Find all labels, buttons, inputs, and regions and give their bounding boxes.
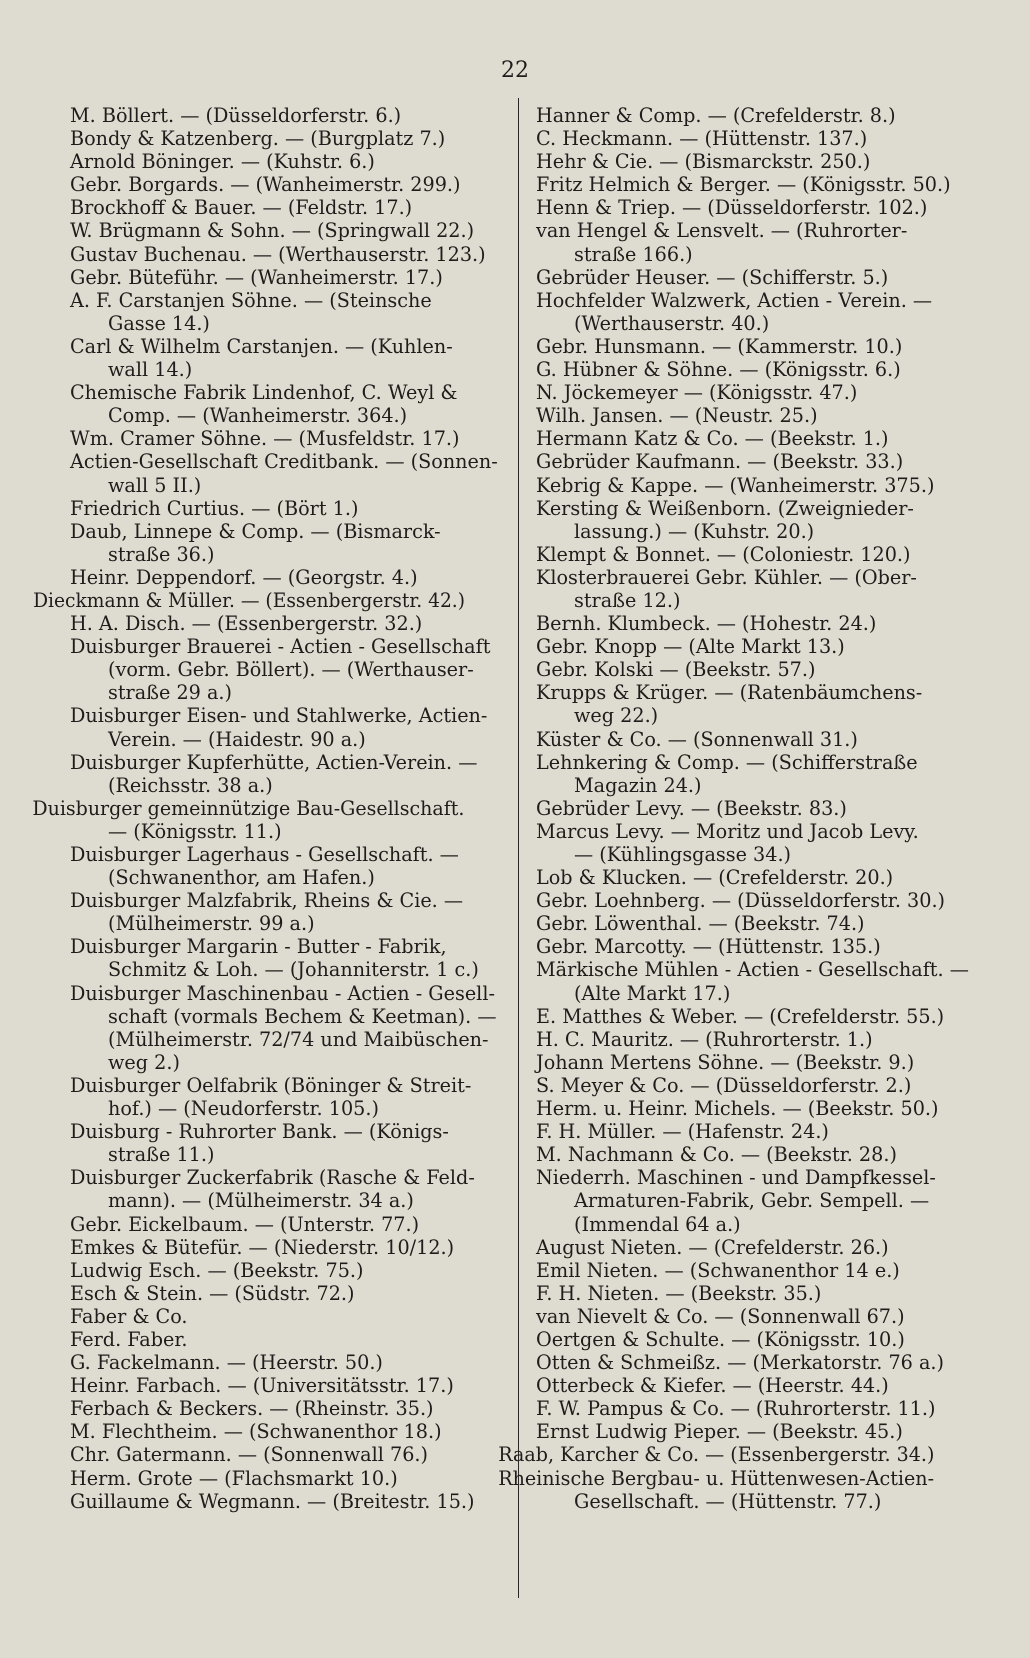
entry-line: Herm. u. Heinr. Michels. — (Beekstr. 50.) bbox=[536, 1097, 939, 1121]
entry-line: wall 5 II.) bbox=[108, 473, 202, 497]
entry-line: H. C. Mauritz. — (Ruhrorterstr. 1.) bbox=[536, 1027, 873, 1051]
entry-line: Otterbeck & Kiefer. — (Heerstr. 44.) bbox=[536, 1374, 889, 1398]
directory-entry bbox=[70, 1397, 502, 1420]
entry-line: S. Meyer & Co. — (Düsseldorferstr. 2.) bbox=[536, 1073, 912, 1097]
directory-entry bbox=[536, 289, 972, 335]
directory-entry bbox=[536, 1420, 972, 1443]
entry-line: van Nievelt & Co. — (Sonnenwall 67.) bbox=[536, 1304, 905, 1328]
entry-line: August Nieten. — (Crefelderstr. 26.) bbox=[536, 1235, 889, 1259]
entry-line: C. Heckmann. — (Hüttenstr. 137.) bbox=[536, 127, 868, 151]
directory-entry bbox=[70, 173, 502, 196]
entry-line: Duisburger Margarin - Butter - Fabrik, bbox=[70, 935, 447, 959]
directory-entry bbox=[536, 1120, 972, 1143]
entry-line: W. Brügmann & Sohn. — (Springwall 22.) bbox=[70, 219, 475, 243]
entry-line: (Mülheimerstr. 99 a.) bbox=[108, 912, 315, 936]
entry-line: (Werthauserstr. 40.) bbox=[574, 311, 770, 335]
entry-line: van Hengel & Lensvelt. — (Ruhrorter- bbox=[536, 219, 908, 243]
entry-line: Armaturen-Fabrik, Gebr. Sempell. — bbox=[574, 1189, 930, 1213]
directory-entry bbox=[536, 358, 972, 381]
directory-entry bbox=[536, 1328, 972, 1351]
directory-entry bbox=[70, 127, 502, 150]
right-column bbox=[498, 104, 972, 1513]
left-column bbox=[32, 104, 502, 1513]
directory-entry bbox=[536, 1166, 972, 1235]
entry-line: straße 12.) bbox=[574, 588, 681, 612]
directory-entry bbox=[70, 1305, 502, 1328]
entry-line: Gustav Buchenau. — (Werthauserstr. 123.) bbox=[70, 242, 486, 266]
entry-line: Verein. — (Haidestr. 90 a.) bbox=[108, 727, 366, 751]
entry-line: Gebrüder Heuser. — (Schifferstr. 5.) bbox=[536, 265, 889, 289]
entry-line: Gebr. Marcotty. — (Hüttenstr. 135.) bbox=[536, 935, 881, 959]
directory-entry bbox=[70, 427, 502, 450]
directory-entry bbox=[536, 427, 972, 450]
entry-line: Hermann Katz & Co. — (Beekstr. 1.) bbox=[536, 427, 889, 451]
entry-line: straße 36.) bbox=[108, 542, 215, 566]
directory-entry bbox=[70, 289, 502, 335]
entry-line: Friedrich Curtius. — (Bört 1.) bbox=[70, 496, 359, 520]
directory-entry bbox=[536, 1236, 972, 1259]
directory-entry bbox=[536, 866, 972, 889]
directory-entry bbox=[70, 1374, 502, 1397]
column-divider bbox=[518, 98, 519, 1598]
entry-line: Gebrüder Levy. — (Beekstr. 83.) bbox=[536, 796, 847, 820]
entry-line: lassung.) — (Kuhstr. 20.) bbox=[574, 519, 815, 543]
directory-entry bbox=[70, 266, 502, 289]
directory-entry bbox=[536, 1397, 972, 1420]
entry-line: (Reichsstr. 38 a.) bbox=[108, 773, 273, 797]
entry-line: Krupps & Krüger. — (Ratenbäumchens- bbox=[536, 681, 923, 705]
directory-entry bbox=[536, 335, 972, 358]
directory-entry bbox=[70, 566, 502, 589]
directory-entry bbox=[70, 497, 502, 520]
entry-line: (Alte Markt 17.) bbox=[574, 981, 731, 1005]
entry-line: Marcus Levy. — Moritz und Jacob Levy. bbox=[536, 819, 919, 843]
directory-entry bbox=[70, 335, 502, 381]
entry-line: Raab, Karcher & Co. — (Essenbergerstr. 34.) bbox=[498, 1443, 935, 1467]
entry-line: Ferd. Faber. bbox=[70, 1327, 188, 1351]
directory-entry bbox=[70, 843, 502, 889]
directory-entry bbox=[536, 404, 972, 427]
entry-line: Heinr. Farbach. — (Universitätsstr. 17.) bbox=[70, 1374, 454, 1398]
entry-line: Bondy & Katzenberg. — (Burgplatz 7.) bbox=[70, 127, 446, 151]
entry-line: Ernst Ludwig Pieper. — (Beekstr. 45.) bbox=[536, 1420, 903, 1444]
entry-line: Niederrh. Maschinen - und Dampfkessel- bbox=[536, 1166, 936, 1190]
entry-line: Duisburger Kupferhütte, Actien-Verein. — bbox=[70, 750, 478, 774]
entry-line: Gebr. Kolski — (Beekstr. 57.) bbox=[536, 658, 816, 682]
entry-line: mann). — (Mülheimerstr. 34 a.) bbox=[108, 1189, 414, 1213]
entry-line: Duisburger Malzfabrik, Rheins & Cie. — bbox=[70, 889, 464, 913]
directory-entry bbox=[536, 889, 972, 912]
directory-entry bbox=[536, 1051, 972, 1074]
directory-entry bbox=[536, 173, 972, 196]
directory-entry bbox=[70, 520, 502, 566]
directory-entry bbox=[70, 704, 502, 750]
entry-line: Magazin 24.) bbox=[574, 773, 702, 797]
directory-entry bbox=[536, 681, 972, 727]
entry-line: schaft (vormals Bechem & Keetman). — bbox=[108, 1004, 497, 1028]
entry-line: G. Hübner & Söhne. — (Königsstr. 6.) bbox=[536, 358, 901, 382]
directory-entry bbox=[70, 635, 502, 704]
directory-entry bbox=[70, 612, 502, 635]
directory-entry bbox=[536, 474, 972, 497]
directory-entry bbox=[536, 150, 972, 173]
entry-line: Gesellschaft. — (Hüttenstr. 77.) bbox=[574, 1489, 882, 1513]
entry-line: G. Fackelmann. — (Heerstr. 50.) bbox=[70, 1351, 383, 1375]
entry-line: Gebr. Eickelbaum. — (Unterstr. 77.) bbox=[70, 1212, 420, 1236]
directory-entry bbox=[536, 728, 972, 751]
directory-entry bbox=[70, 150, 502, 173]
directory-entry bbox=[536, 381, 972, 404]
entry-line: Klosterbrauerei Gebr. Kühler. — (Ober- bbox=[536, 565, 917, 589]
directory-entry bbox=[536, 797, 972, 820]
page-number: 22 bbox=[501, 58, 529, 83]
directory-entry bbox=[70, 889, 502, 935]
entry-line: Carl & Wilhelm Carstanjen. — (Kuhlen- bbox=[70, 334, 453, 358]
directory-entry bbox=[536, 497, 972, 543]
entry-line: E. Matthes & Weber. — (Crefelderstr. 55.) bbox=[536, 1004, 945, 1028]
entry-line: (Mülheimerstr. 72/74 und Maibüschen- bbox=[108, 1027, 489, 1051]
entry-line: (vorm. Gebr. Böllert). — (Werthauser- bbox=[108, 658, 474, 682]
entry-line: Wilh. Jansen. — (Neustr. 25.) bbox=[536, 404, 818, 428]
entry-line: Duisburg - Ruhrorter Bank. — (Königs- bbox=[70, 1120, 449, 1144]
entry-line: Herm. Grote — (Flachsmarkt 10.) bbox=[70, 1466, 398, 1490]
directory-entry bbox=[32, 796, 502, 843]
entry-line: F. H. Nieten. — (Beekstr. 35.) bbox=[536, 1281, 822, 1305]
directory-entry bbox=[536, 1074, 972, 1097]
directory-entry bbox=[70, 1259, 502, 1282]
directory-entry bbox=[536, 935, 972, 958]
entry-line: Heinr. Deppendorf. — (Georgstr. 4.) bbox=[70, 565, 418, 589]
entry-line: Guillaume & Wegmann. — (Breitestr. 15.) bbox=[70, 1489, 475, 1513]
directory-entry bbox=[70, 982, 502, 1074]
directory-entry bbox=[536, 1351, 972, 1374]
entry-line: Duisburger Maschinenbau - Actien - Gesell- bbox=[70, 981, 495, 1005]
directory-entry bbox=[536, 1305, 972, 1328]
directory-entry bbox=[70, 104, 502, 127]
directory-entry bbox=[70, 1236, 502, 1259]
entry-line: Hochfelder Walzwerk, Actien - Verein. — bbox=[536, 288, 933, 312]
entry-line: Johann Mertens Söhne. — (Beekstr. 9.) bbox=[536, 1050, 915, 1074]
entry-line: wall 14.) bbox=[108, 358, 193, 382]
entry-line: Kersting & Weißenborn. (Zweignieder- bbox=[536, 496, 914, 520]
directory-entry bbox=[70, 751, 502, 797]
entry-line: hof.) — (Neudorferstr. 105.) bbox=[108, 1097, 379, 1121]
directory-entry bbox=[498, 1443, 972, 1467]
directory-entry bbox=[536, 196, 972, 219]
entry-line: Lehnkering & Comp. — (Schifferstraße bbox=[536, 750, 918, 774]
entry-line: Gebr. Hunsmann. — (Kammerstr. 10.) bbox=[536, 334, 903, 358]
directory-entry bbox=[70, 1120, 502, 1166]
directory-entry bbox=[536, 635, 972, 658]
entry-line: straße 29 a.) bbox=[108, 681, 232, 705]
entry-line: N. Jöckemeyer — (Königsstr. 47.) bbox=[536, 381, 858, 405]
entry-line: straße 166.) bbox=[574, 242, 693, 266]
directory-entry bbox=[70, 196, 502, 219]
entry-line: Küster & Co. — (Sonnenwall 31.) bbox=[536, 727, 858, 751]
entry-line: Henn & Triep. — (Düsseldorferstr. 102.) bbox=[536, 196, 928, 220]
entry-line: Duisburger Oelfabrik (Böninger & Streit- bbox=[70, 1073, 472, 1097]
entry-line: Daub, Linnepe & Comp. — (Bismarck- bbox=[70, 519, 441, 543]
entry-line: straße 11.) bbox=[108, 1143, 215, 1167]
entry-line: M. Böllert. — (Düsseldorferstr. 6.) bbox=[70, 104, 402, 127]
directory-entry bbox=[536, 958, 972, 1004]
directory-entry bbox=[536, 450, 972, 473]
entry-line: Chemische Fabrik Lindenhof, C. Weyl & bbox=[70, 381, 458, 405]
entry-line: F. H. Müller. — (Hafenstr. 24.) bbox=[536, 1120, 829, 1144]
entry-line: Märkische Mühlen - Actien - Gesellschaft. — bbox=[536, 958, 969, 982]
directory-entry bbox=[536, 612, 972, 635]
directory-entry bbox=[536, 1143, 972, 1166]
directory-entry bbox=[70, 1074, 502, 1120]
directory-entry bbox=[536, 1005, 972, 1028]
entry-line: Gebrüder Kaufmann. — (Beekstr. 33.) bbox=[536, 450, 904, 474]
directory-entry bbox=[536, 219, 972, 265]
entry-line: Gebr. Borgards. — (Wanheimerstr. 299.) bbox=[70, 173, 461, 197]
entry-line: (Immendal 64 a.) bbox=[574, 1212, 741, 1236]
directory-entry bbox=[536, 658, 972, 681]
entry-line: Rheinische Bergbau- u. Hüttenwesen-Actien- bbox=[498, 1466, 935, 1490]
directory-entry bbox=[498, 1466, 972, 1513]
entry-line: Kebrig & Kappe. — (Wanheimerstr. 375.) bbox=[536, 473, 935, 497]
entry-line: A. F. Carstanjen Söhne. — (Steinsche bbox=[70, 288, 432, 312]
entry-line: Emkes & Bütefür. — (Niederstr. 10/12.) bbox=[70, 1235, 455, 1259]
entry-line: Duisburger Zuckerfabrik (Rasche & Feld- bbox=[70, 1166, 475, 1190]
entry-line: Duisburger Brauerei - Actien - Gesellschaft bbox=[70, 635, 491, 659]
directory-entry bbox=[70, 1467, 502, 1490]
entry-line: Schmitz & Loh. — (Johanniterstr. 1 c.) bbox=[108, 958, 479, 982]
directory-entry bbox=[536, 104, 972, 127]
entry-line: weg 2.) bbox=[108, 1050, 180, 1074]
directory-entry bbox=[536, 127, 972, 150]
entry-line: Duisburger Lagerhaus - Gesellschaft. — bbox=[70, 843, 459, 866]
entry-line: Fritz Helmich & Berger. — (Königsstr. 50.) bbox=[536, 173, 951, 197]
directory-entry bbox=[70, 1420, 502, 1443]
entry-line: Comp. — (Wanheimerstr. 364.) bbox=[108, 404, 408, 428]
directory-entry bbox=[70, 1351, 502, 1374]
entry-line: Bernh. Klumbeck. — (Hohestr. 24.) bbox=[536, 612, 877, 636]
directory-entry bbox=[70, 1282, 502, 1305]
entry-line: (Schwanenthor, am Hafen.) bbox=[108, 866, 375, 890]
entry-line: — (Kühlingsgasse 34.) bbox=[574, 843, 792, 866]
entry-line: Chr. Gatermann. — (Sonnenwall 76.) bbox=[70, 1443, 428, 1467]
entry-line: Brockhoff & Bauer. — (Feldstr. 17.) bbox=[70, 196, 413, 220]
entry-line: Otten & Schmeißz. — (Merkatorstr. 76 a.) bbox=[536, 1351, 945, 1375]
directory-entry bbox=[70, 1443, 502, 1466]
directory-entry bbox=[536, 266, 972, 289]
directory-entry bbox=[536, 912, 972, 935]
directory-entry bbox=[70, 381, 502, 427]
entry-line: H. A. Disch. — (Essenbergerstr. 32.) bbox=[70, 612, 423, 636]
entry-line: Hehr & Cie. — (Bismarckstr. 250.) bbox=[536, 150, 871, 174]
directory-entry bbox=[536, 820, 972, 866]
entry-line: Ludwig Esch. — (Beekstr. 75.) bbox=[70, 1258, 364, 1282]
directory-entry bbox=[536, 751, 972, 797]
entry-line: Emil Nieten. — (Schwanenthor 14 e.) bbox=[536, 1258, 900, 1282]
entry-line: — (Königsstr. 11.) bbox=[108, 819, 282, 843]
directory-entry bbox=[536, 1282, 972, 1305]
directory-entry bbox=[70, 1490, 502, 1513]
directory-entry bbox=[70, 219, 502, 242]
entry-line: Faber & Co. bbox=[70, 1304, 188, 1328]
entry-line: F. W. Pampus & Co. — (Ruhrorterstr. 11.) bbox=[536, 1397, 936, 1421]
entry-line: Actien-Gesellschaft Creditbank. — (Sonnen- bbox=[70, 450, 498, 474]
directory-entry bbox=[70, 1213, 502, 1236]
entry-line: Gebr. Knopp — (Alte Markt 13.) bbox=[536, 635, 845, 659]
entry-line: Duisburger gemeinnützige Bau-Gesellschaft. bbox=[32, 796, 465, 820]
directory-entry bbox=[70, 935, 502, 981]
entry-line: Wm. Cramer Söhne. — (Musfeldstr. 17.) bbox=[70, 427, 460, 451]
directory-entry bbox=[70, 243, 502, 266]
entry-line: Arnold Böninger. — (Kuhstr. 6.) bbox=[70, 150, 375, 174]
directory-entry bbox=[70, 450, 502, 496]
directory-entry bbox=[536, 1028, 972, 1051]
directory-entry bbox=[70, 1166, 502, 1212]
entry-line: Klempt & Bonnet. — (Coloniestr. 120.) bbox=[536, 542, 911, 566]
directory-entry bbox=[70, 1328, 502, 1351]
entry-line: Hanner & Comp. — (Crefelderstr. 8.) bbox=[536, 104, 896, 127]
entry-line: Esch & Stein. — (Südstr. 72.) bbox=[70, 1281, 355, 1305]
entry-line: Gasse 14.) bbox=[108, 311, 210, 335]
directory-entry bbox=[536, 1374, 972, 1397]
entry-line: Ferbach & Beckers. — (Rheinstr. 35.) bbox=[70, 1397, 434, 1421]
directory-entry bbox=[536, 1097, 972, 1120]
directory-entry bbox=[33, 588, 502, 612]
entry-line: M. Flechtheim. — (Schwanenthor 18.) bbox=[70, 1420, 442, 1444]
entry-line: Duisburger Eisen- und Stahlwerke, Actien- bbox=[70, 704, 488, 728]
directory-entry bbox=[536, 543, 972, 566]
entry-line: M. Nachmann & Co. — (Beekstr. 28.) bbox=[536, 1143, 897, 1167]
entry-line: Dieckmann & Müller. — (Essenbergerstr. 42.) bbox=[33, 588, 466, 612]
directory-entry bbox=[536, 1259, 972, 1282]
entry-line: Gebr. Loehnberg. — (Düsseldorferstr. 30.) bbox=[536, 889, 946, 913]
entry-line: Lob & Klucken. — (Crefelderstr. 20.) bbox=[536, 866, 894, 890]
entry-line: Gebr. Löwenthal. — (Beekstr. 74.) bbox=[536, 912, 865, 936]
entry-line: weg 22.) bbox=[574, 704, 659, 728]
directory-entry bbox=[536, 566, 972, 612]
entry-line: Oertgen & Schulte. — (Königsstr. 10.) bbox=[536, 1327, 905, 1351]
entry-line: Gebr. Büteführ. — (Wanheimerstr. 17.) bbox=[70, 265, 443, 289]
